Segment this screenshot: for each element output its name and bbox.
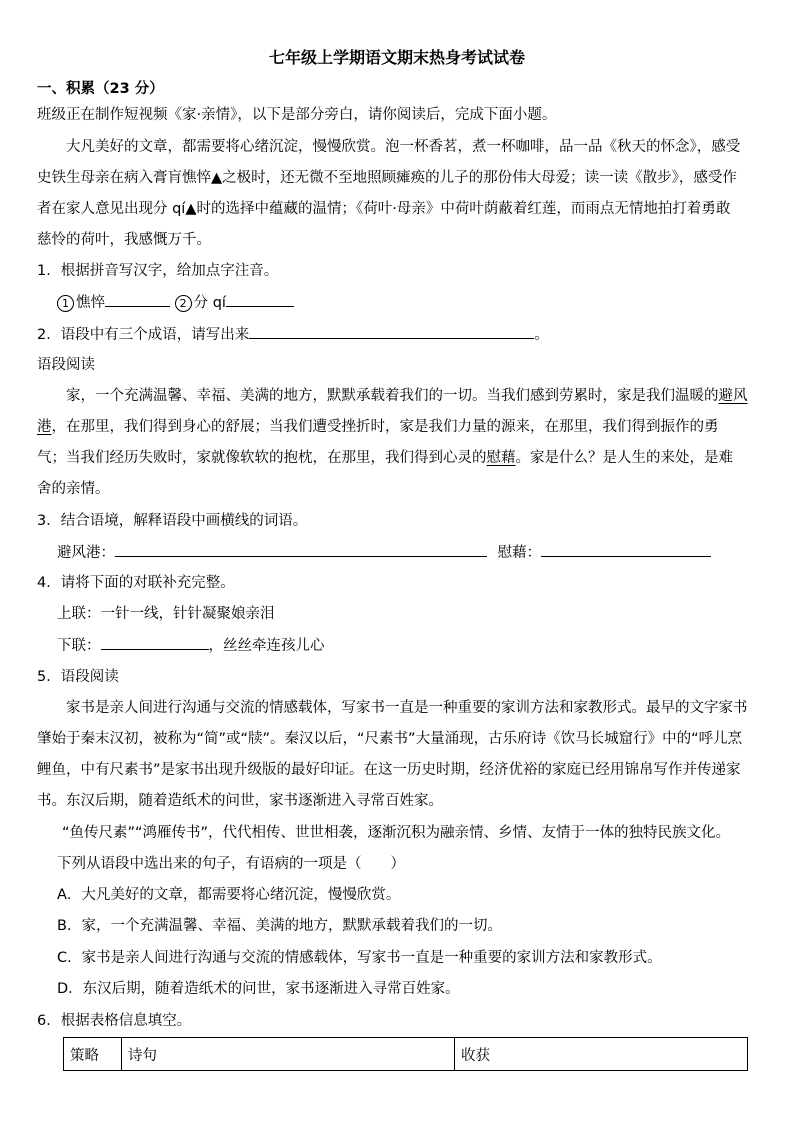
passage1-line: 慈怜的荷叶，我感慨万千。 xyxy=(37,232,211,248)
table-header-cell: 策略 xyxy=(64,1038,122,1071)
q1-item-1: 憔悴 xyxy=(76,295,105,311)
question-2 xyxy=(37,324,549,345)
info-table xyxy=(63,1037,748,1071)
section-heading: 一、积累（23 分） xyxy=(37,81,164,97)
exam-title: 七年级上学期语文期末热身考试试卷 xyxy=(268,48,525,67)
answer-blank[interactable] xyxy=(541,542,711,557)
question-4-stem: 4．请将下面的对联补充完整。 xyxy=(37,575,235,591)
passage-text: 气；当我们经历失败时，家就像软软的抱枕，在那里，我们得到心灵的 xyxy=(37,450,487,466)
passage2-line xyxy=(37,417,719,437)
q5-passage-line: 肇始于秦末汉初，被称为“简”或“牍”。秦汉以后，“尺素书”大量涌现，古乐府诗《饮马长城窟行》中的“呼儿烹 xyxy=(37,731,743,747)
couplet-label: 下联： xyxy=(57,638,101,654)
passage-text: ，在那里，我们得到身心的舒展；当我们遭受挫折时，家是我们力量的源来，在那里，我们得到振作的勇 xyxy=(51,419,719,435)
underlined-term: 慰藉 xyxy=(486,450,516,466)
passage2-line xyxy=(66,386,748,406)
question-2-stem: 2．语段中有三个成语，请写出来 xyxy=(37,327,250,343)
q5-passage-line: 书。东汉后期，随着造纸术的问世，家书逐渐进入寻常百姓家。 xyxy=(37,793,443,809)
underlined-term: 港 xyxy=(37,419,52,435)
q5-question: 下列从语段中选出来的句子，有语病的一项是（ ） xyxy=(57,856,405,872)
answer-blank[interactable] xyxy=(101,635,209,650)
question-1-items xyxy=(57,292,294,313)
question-3-answers xyxy=(57,542,711,563)
couplet-text: ，丝丝牵连孩儿心 xyxy=(208,638,325,654)
couplet-upper: 上联：一针一线，针针凝聚娘亲泪 xyxy=(57,606,275,622)
option-b[interactable]: B．家，一个充满温馨、幸福、美满的地方，默默承载着我们的一切。 xyxy=(57,918,502,934)
question-6-stem: 6．根据表格信息填空。 xyxy=(37,1013,192,1029)
question-5-stem: 5．语段阅读 xyxy=(37,669,119,685)
passage1-line: 者在家人意见出现分 qí▲时的选择中蕴藏的温情；《荷叶·母亲》中荷叶荫蔽着红莲，而雨点无情地拍打着勇敢 xyxy=(37,201,731,217)
q5-passage-line: “鱼传尺素”“鸿雁传书”，代代相传、世世相袭，逐渐沉积为融亲情、乡情、友情于一体的独特民族文化。 xyxy=(62,825,731,841)
question-3-stem: 3．结合语境，解释语段中画横线的词语。 xyxy=(37,513,308,529)
answer-blank[interactable] xyxy=(226,292,294,307)
q1-item-2: 分 qí xyxy=(193,295,226,311)
question-1-stem: 1．根据拼音写汉字，给加点字注音。 xyxy=(37,263,279,279)
option-d[interactable]: D．东汉后期，随着造纸术的问世，家书逐渐进入寻常百姓家。 xyxy=(57,981,460,997)
intro-text: 班级正在制作短视频《家·亲情》，以下是部分旁白，请你阅读后，完成下面小题。 xyxy=(37,107,557,123)
option-c[interactable]: C．家书是亲人间进行沟通与交流的情感载体，写家书一直是一种重要的家训方法和家教形式。 xyxy=(57,950,662,966)
circled-number: 1 xyxy=(57,295,74,312)
q5-passage-line: 家书是亲人间进行沟通与交流的情感载体，写家书一直是一种重要的家训方法和家教形式。最早的文字家书 xyxy=(66,700,748,716)
q5-passage-line: 鲤鱼，中有尺素书”是家书出现升级版的最好印证。在这一历史时期，经济优裕的家庭已经用锦帛写作并传递家 xyxy=(37,762,741,778)
underlined-term: 避风 xyxy=(718,388,748,404)
passage1-line: 史铁生母亲在病入膏肓憔悴▲之极时，还无微不至地照顾瘫痪的儿子的那份伟大母爱；读一读《散步》，感受作 xyxy=(37,170,737,186)
passage-text: 家，一个充满温馨、幸福、美满的地方，默默承载着我们的一切。当我们感到劳累时，家是我们温暖的 xyxy=(66,388,719,404)
answer-blank[interactable] xyxy=(249,324,534,339)
table-header-cell: 诗句 xyxy=(122,1038,455,1071)
couplet-lower xyxy=(57,635,325,656)
table-header-row xyxy=(64,1038,748,1071)
answer-blank[interactable] xyxy=(115,542,487,557)
passage-text: 。家是什么？是人生的来处，是难 xyxy=(515,450,733,466)
option-a[interactable]: A．大凡美好的文章，都需要将心绪沉淀，慢慢欣赏。 xyxy=(57,887,401,903)
answer-blank[interactable] xyxy=(105,292,170,307)
table-header-cell: 收获 xyxy=(455,1038,748,1071)
passage2-line xyxy=(37,448,733,468)
q3-label: 慰藉： xyxy=(497,545,542,561)
period: 。 xyxy=(534,327,549,343)
section-label: 语段阅读 xyxy=(37,357,95,373)
circled-number: 2 xyxy=(175,295,192,312)
passage1-line: 大凡美好的文章，都需要将心绪沉淀，慢慢欣赏。泡一杯香茗，煮一杯咖啡，品一品《秋天的怀念》，感受 xyxy=(66,139,741,155)
passage2-line: 舍的亲情。 xyxy=(37,481,110,497)
q3-label: 避风港： xyxy=(57,545,115,561)
